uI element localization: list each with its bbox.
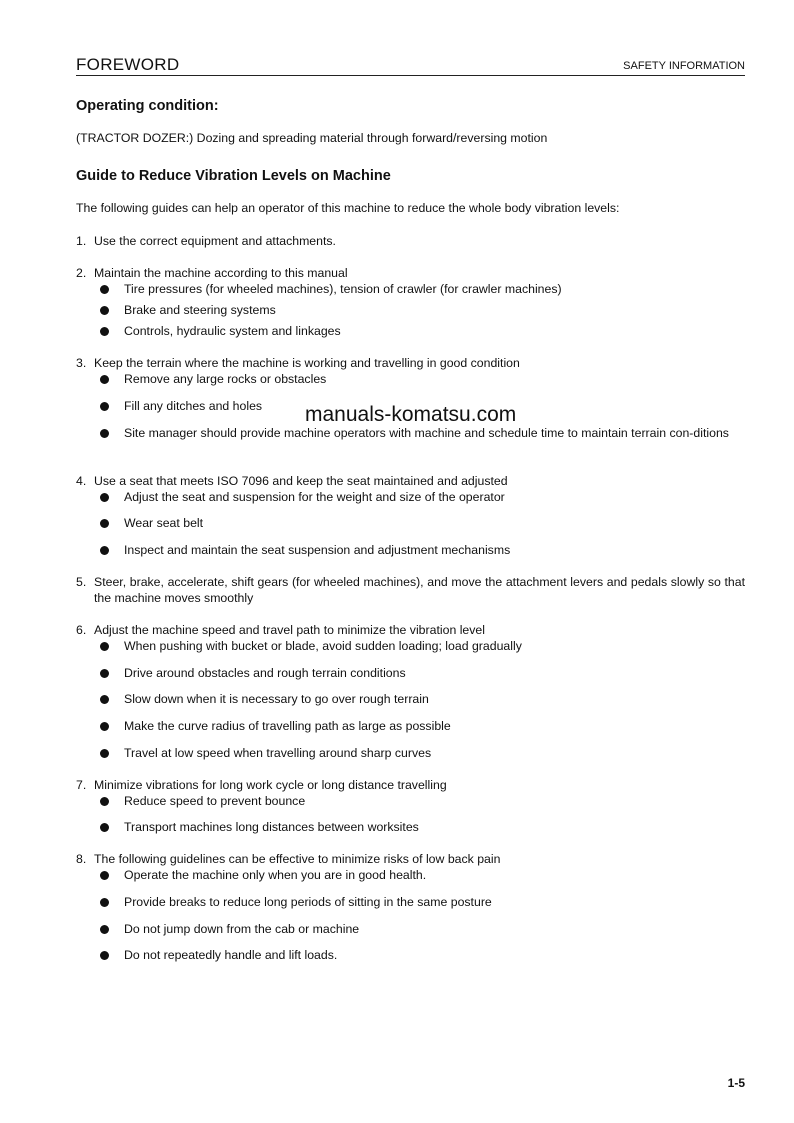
- bullet-dot-icon: [100, 823, 109, 832]
- header-divider: [76, 75, 745, 76]
- list-item-text: Maintain the machine according to this manual: [94, 266, 348, 280]
- bullet-text: Wear seat belt: [124, 516, 204, 530]
- list-item-number: 6.: [76, 623, 87, 637]
- bullet-dot-icon: [100, 951, 109, 960]
- bullet-dot-icon: [100, 375, 109, 384]
- watermark-text: manuals-komatsu.com: [305, 403, 517, 426]
- guide-intro: The following guides can help an operator of this machine to reduce the whole body vibration levels:: [76, 201, 620, 215]
- bullet-dot-icon: [100, 285, 109, 294]
- page-number: 1-5: [727, 1076, 745, 1090]
- bullet-dot-icon: [100, 925, 109, 934]
- bullet-dot-icon: [100, 797, 109, 806]
- bullet-text: Do not repeatedly handle and lift loads.: [124, 948, 338, 962]
- bullet-text: Controls, hydraulic system and linkages: [124, 324, 341, 338]
- list-item-text: Adjust the machine speed and travel path to minimize the vibration level: [94, 623, 485, 637]
- bullet-text: Brake and steering systems: [124, 303, 276, 317]
- bullet-dot-icon: [100, 749, 109, 758]
- bullet-dot-icon: [100, 327, 109, 336]
- guide-heading: Guide to Reduce Vibration Levels on Machine: [76, 168, 391, 184]
- list-item-text: Minimize vibrations for long work cycle or long distance travelling: [94, 778, 447, 792]
- bullet-dot-icon: [100, 898, 109, 907]
- bullet-text: Inspect and maintain the seat suspension and adjustment mechanisms: [124, 543, 511, 557]
- list-item-number: 8.: [76, 852, 87, 866]
- list-item-number: 4.: [76, 474, 87, 488]
- header-title: FOREWORD: [76, 55, 180, 74]
- bullet-dot-icon: [100, 493, 109, 502]
- list-item-text: The following guidelines can be effective to minimize risks of low back pain: [94, 852, 501, 866]
- list-item-text: Use the correct equipment and attachments.: [94, 234, 336, 248]
- bullet-dot-icon: [100, 306, 109, 315]
- list-item-number: 2.: [76, 266, 87, 280]
- bullet-dot-icon: [100, 519, 109, 528]
- list-item-text: Use a seat that meets ISO 7096 and keep the seat maintained and adjusted: [94, 474, 508, 488]
- bullet-text: Drive around obstacles and rough terrain conditions: [124, 666, 406, 680]
- bullet-text: Reduce speed to prevent bounce: [124, 794, 306, 808]
- bullet-text: When pushing with bucket or blade, avoid sudden loading; load gradually: [124, 639, 522, 653]
- bullet-text: Provide breaks to reduce long periods of sitting in the same posture: [124, 895, 492, 909]
- bullet-dot-icon: [100, 642, 109, 651]
- bullet-text: Adjust the seat and suspension for the weight and size of the operator: [124, 490, 505, 504]
- bullet-text: Fill any ditches and holes: [124, 399, 263, 413]
- list-item-number: 5.: [76, 575, 87, 589]
- bullet-dot-icon: [100, 429, 109, 438]
- bullet-dot-icon: [100, 871, 109, 880]
- bullet-text: Site manager should provide machine operators with machine and schedule time to maintain terrain con-ditions: [124, 426, 729, 440]
- bullet-text: Slow down when it is necessary to go over rough terrain: [124, 692, 429, 706]
- bullet-text: Travel at low speed when travelling around sharp curves: [124, 746, 432, 760]
- bullet-dot-icon: [100, 695, 109, 704]
- list-item-number: 1.: [76, 234, 87, 248]
- bullet-text: Transport machines long distances between worksites: [124, 820, 419, 834]
- list-item-number: 7.: [76, 778, 87, 792]
- bullet-dot-icon: [100, 722, 109, 731]
- bullet-dot-icon: [100, 669, 109, 678]
- bullet-text: Remove any large rocks or obstacles: [124, 372, 327, 386]
- bullet-text: Make the curve radius of travelling path as large as possible: [124, 719, 451, 733]
- bullet-dot-icon: [100, 546, 109, 555]
- bullet-dot-icon: [100, 402, 109, 411]
- list-item-text: Keep the terrain where the machine is working and travelling in good condition: [94, 356, 520, 370]
- bullet-text: Operate the machine only when you are in good health.: [124, 868, 427, 882]
- list-item-number: 3.: [76, 356, 87, 370]
- operating-condition-text: (TRACTOR DOZER:) Dozing and spreading material through forward/reversing motion: [76, 131, 548, 145]
- header-section: SAFETY INFORMATION: [623, 60, 745, 72]
- bullet-text: Tire pressures (for wheeled machines), tension of crawler (for crawler machines): [124, 282, 562, 296]
- bullet-text: Do not jump down from the cab or machine: [124, 922, 360, 936]
- list-item-text: Steer, brake, accelerate, shift gears (for wheeled machines), and move the attachment levers and pedals slowly so that the machine moves smoothly: [94, 575, 745, 605]
- page-header: [76, 55, 745, 75]
- operating-condition-heading: Operating condition:: [76, 98, 219, 114]
